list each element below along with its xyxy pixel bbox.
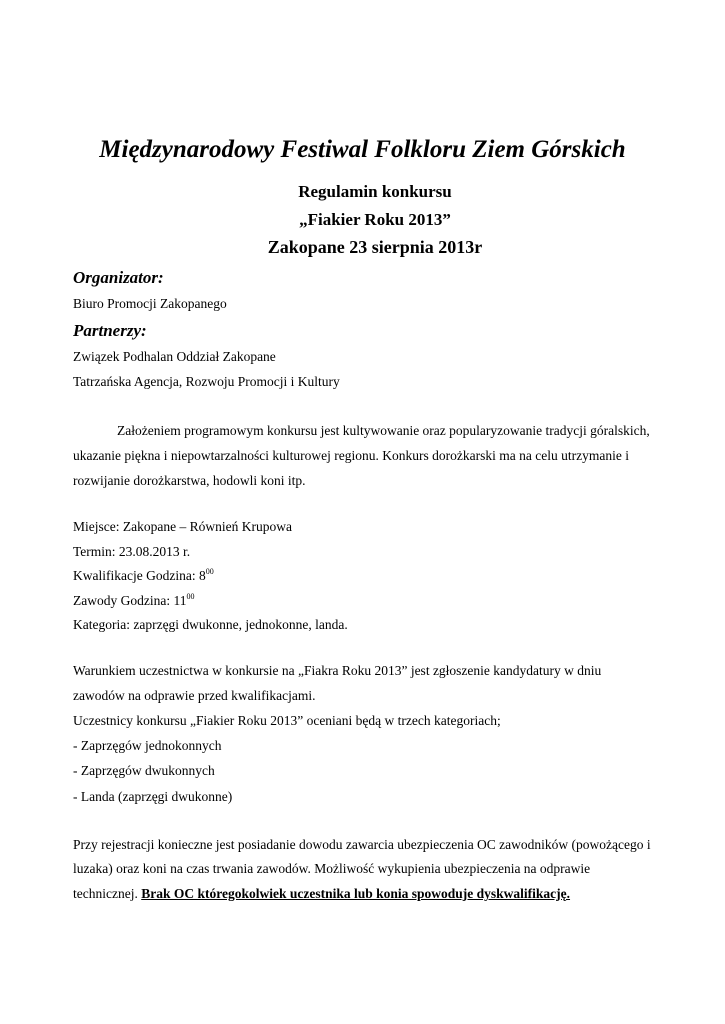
disqualification-warning: Brak OC któregokolwiek uczestnika lub konia spowoduje dyskwalifikację. [141, 886, 571, 901]
competition-minutes: 00 [186, 592, 195, 601]
category-list-item: - Landa (zaprzęgi dwukonne) [73, 789, 233, 804]
conditions-line: Warunkiem uczestnictwa w konkursie na „Fiakra Roku 2013” jest zgłoszenie kandydatury w dniu [73, 663, 602, 678]
document-subtitle: Regulamin konkursu [298, 182, 452, 201]
category-list-item: - Zaprzęgów dwukonnych [73, 763, 215, 778]
qualification-minutes: 00 [205, 567, 214, 576]
intro-line: rozwijanie dorożkarstwa, hodowli koni itp. [73, 473, 306, 488]
place-detail: Miejsce: Zakopane – Równień Krupowa [73, 519, 292, 534]
organizer-heading: Organizator: [73, 268, 164, 287]
category-detail: Kategoria: zaprzęgi dwukonne, jednokonne, landa. [73, 617, 348, 632]
qualification-label: Kwalifikacje Godzina: 8 [73, 568, 206, 583]
competition-time [73, 593, 194, 609]
partner-item: Tatrzańska Agencja, Rozwoju Promocji i Kultury [73, 374, 340, 389]
insurance-line: luzaka) oraz koni na czas trwania zawodów. Możliwość wykupienia ubezpieczenia na odprawie [73, 861, 591, 876]
qualification-time [73, 568, 214, 584]
document-title: Międzynarodowy Festiwal Folkloru Ziem Górskich [99, 136, 626, 163]
competition-label: Zawody Godzina: 11 [73, 593, 187, 608]
category-list-item: - Zaprzęgów jednokonnych [73, 738, 222, 753]
insurance-line [73, 886, 570, 902]
insurance-prefix: technicznej. [73, 886, 142, 901]
intro-line: Założeniem programowym konkursu jest kultywowanie oraz popularyzowanie tradycji góralskich, [117, 423, 650, 438]
partners-heading: Partnerzy: [73, 321, 147, 340]
conditions-line: Uczestnicy konkursu „Fiakier Roku 2013” oceniani będą w trzech kategoriach; [73, 713, 501, 728]
insurance-line: Przy rejestracji konieczne jest posiadanie dowodu zawarcia ubezpieczenia OC zawodników (powożącego i [73, 837, 651, 852]
place-date: Zakopane 23 sierpnia 2013r [267, 237, 483, 257]
date-detail: Termin: 23.08.2013 r. [73, 544, 191, 559]
conditions-line: zawodów na odprawie przed kwalifikacjami. [73, 688, 316, 703]
competition-name: „Fiakier Roku 2013” [299, 210, 451, 229]
partner-item: Związek Podhalan Oddział Zakopane [73, 349, 276, 364]
organizer-name: Biuro Promocji Zakopanego [73, 296, 227, 311]
intro-line: ukazanie piękna i niepowtarzalności kulturowej regionu. Konkurs dorożkarski ma na celu utrzymanie i [73, 448, 629, 463]
